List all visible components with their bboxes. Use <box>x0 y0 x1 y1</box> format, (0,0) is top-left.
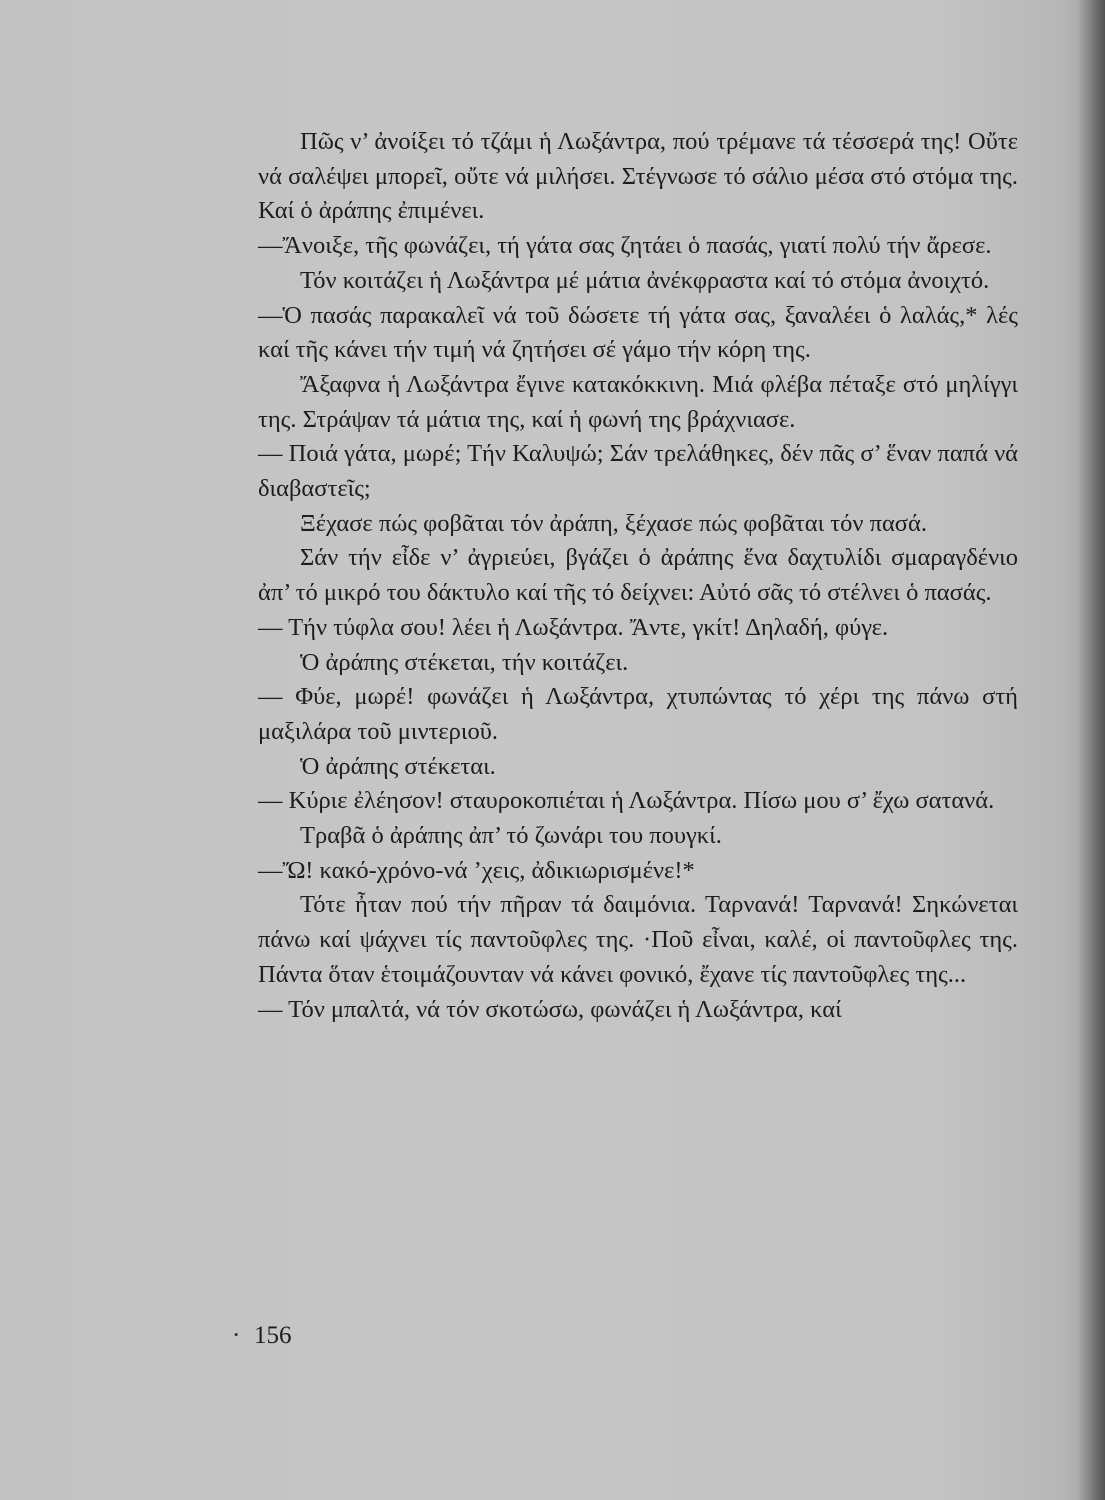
paragraph: Ἄξαφνα ἡ Λωξάντρα ἔγινε κατακόκκινη. Μιά φλέβα πέταξε στό μηλίγγι της. Στράψαν τά μάτια της, καί ἡ φωνή της βράχνιασε. <box>258 370 1018 433</box>
page-number-dot: · <box>232 1322 241 1349</box>
paragraph: Πῶς ν’ ἀνοίξει τό τζάμι ἡ Λωξάντρα, πού τρέμανε τά τέσσερά της! Οὔτε νά σαλέψει μπορεῖ, οὔτε νά μιλήσει. Στέγνωσε τό σάλιο μέσα στό στόμα της. Καί ὁ ἀράπης ἐπιμένει. <box>258 128 1018 225</box>
book-spine-shadow <box>1077 0 1105 1500</box>
page-number: 156 <box>254 1322 292 1349</box>
dialogue-line: — Ποιά γάτα, μωρέ; Τήν Καλυψώ; Σάν τρελάθηκες, δέν πᾶς σ’ ἕναν παπά νά διαβαστεῖς; <box>258 440 1018 503</box>
paragraph: Τόν κοιτάζει ἡ Λωξάντρα μέ μάτια ἀνέκφραστα καί τό στόμα ἀνοιχτό. <box>300 266 990 294</box>
paragraph: Σάν τήν εἶδε ν’ ἀγριεύει, βγάζει ὁ ἀράπης ἕνα δαχτυλίδι σμαραγδένιο ἀπ’ τό μικρό του δάκτυλο καί τῆς τό δείχνει: Αὐτό σᾶς τό στέλνει ὁ πασάς. <box>258 544 1018 607</box>
dialogue-line: — Φύε, μωρέ! φωνάζει ἡ Λωξάντρα, χτυπώντας τό χέρι της πάνω στή μαξιλάρα τοῦ μιντεριοῦ. <box>258 683 1018 745</box>
dialogue-line: — Τήν τύφλα σου! λέει ἡ Λωξάντρα. Ἄντε, γκίτ! Δηλαδή, φύγε. <box>258 613 889 641</box>
paragraph: Τραβᾶ ὁ ἀράπης ἀπ’ τό ζωνάρι του πουγκί. <box>300 822 722 850</box>
dialogue-line: —Ὤ! κακό-χρόνο-νά ’χεις, ἀδικιωρισμένε!* <box>258 856 695 884</box>
paragraph: Ὁ ἀράπης στέκεται. <box>300 752 496 780</box>
dialogue-line: — Τόν μπαλτά, νά τόν σκοτώσω, φωνάζει ἡ Λωξάντρα, καί <box>258 995 842 1023</box>
dialogue-line: —Ὁ πασάς παρακαλεῖ νά τοῦ δώσετε τή γάτα σας, ξαναλέει ὁ λαλάς,* λές καί τῆς κάνει τήν τιμή νά ζητήσει σέ γάμο τήν κόρη της. <box>258 301 1018 364</box>
dialogue-line: — Κύριε ἐλέησον! σταυροκοπιέται ἡ Λωξάντρα. Πίσω μου σ’ ἔχω σατανά. <box>258 787 995 815</box>
dialogue-line: —Ἄνοιξε, τῆς φωνάζει, τή γάτα σας ζητάει ὁ πασάς, γιατί πολύ τήν ἄρεσε. <box>258 232 992 260</box>
body-text <box>258 125 1018 1027</box>
paragraph: Ὁ ἀράπης στέκεται, τήν κοιτάζει. <box>300 648 629 676</box>
paragraph: Τότε ἦταν πού τήν πῆραν τά δαιμόνια. Ταρνανά! Ταρνανά! Σηκώνεται πάνω καί ψάχνει τίς παντοῦφλες της. ·Ποῦ εἶναι, καλέ, οἱ παντοῦφλες της. Πάντα ὅταν ἑτοιμάζουνταν νά κάνει φονικό, ἔχανε τίς παντοῦφλες της... <box>258 891 1018 988</box>
paragraph: Ξέχασε πώς φοβᾶται τόν ἀράπη, ξέχασε πώς φοβᾶται τόν πασά. <box>300 509 927 537</box>
